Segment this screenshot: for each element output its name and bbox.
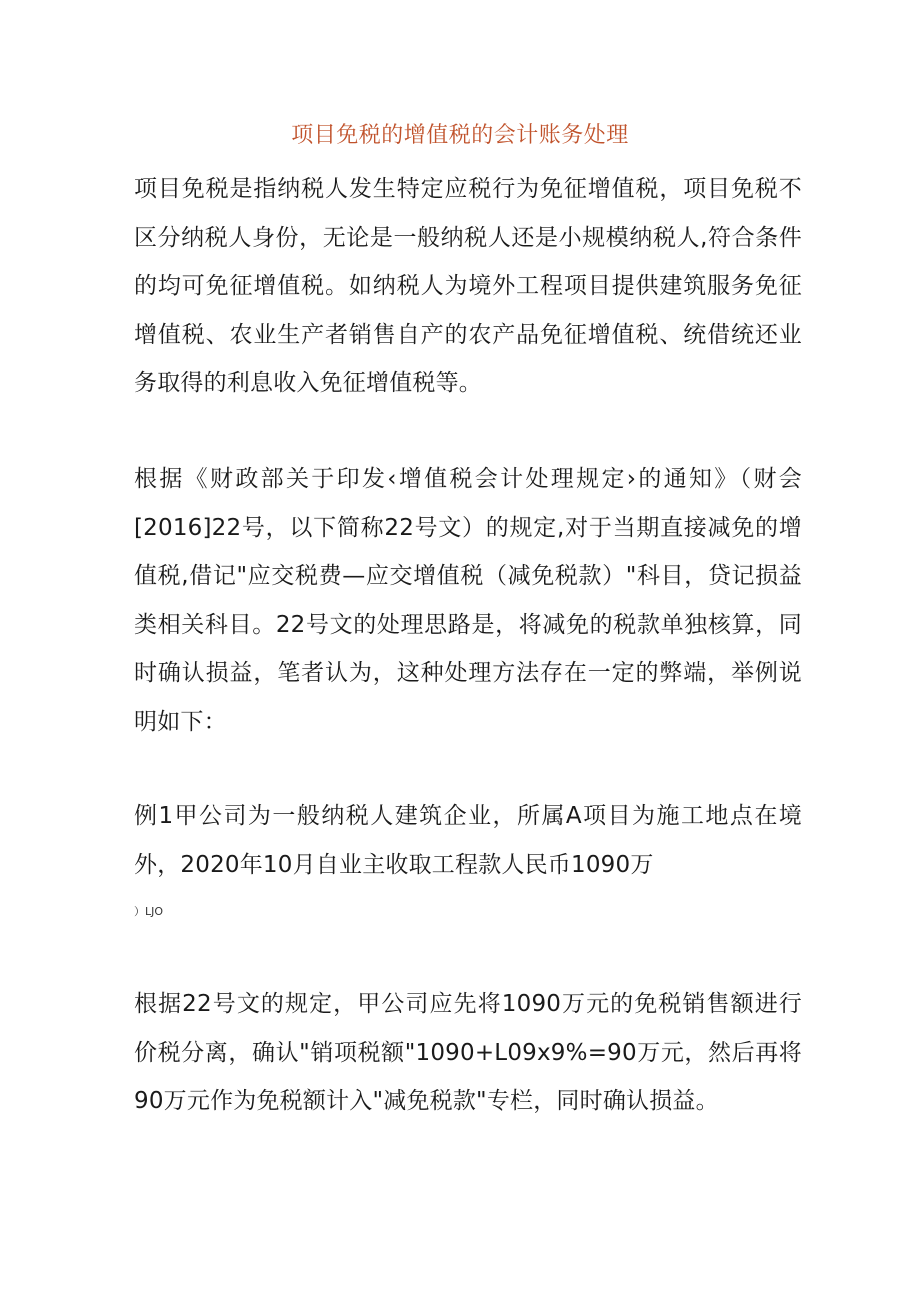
- document-title: 项目免税的增值税的会计账务处理: [291, 123, 629, 148]
- paragraph-regulation: 根据《财政部关于印发‹增值税会计处理规定›的通知》（财会[2016]22号，以下简称22号文）的规定,对于当期直接减免的增值税,借记"应交税费—应交增值税（减免税款）"科目，贷记损益类相关科目。22号文的处理思路是，将减免的税款单独核算，同时确认损益，笔者认为，这种处理方法存在一定的弊端，举例说明如下：: [134, 466, 802, 735]
- paragraph-example: 例1甲公司为一般纳税人建筑企业，所属A项目为施工地点在境外，2020年10月自业主收取工程款人民币1090万: [134, 803, 802, 878]
- paragraph-calculation: 根据22号文的规定，甲公司应先将1090万元的免税销售额进行价税分离，确认"销项税额"1090+L09x9%=90万元，然后再将90万元作为免税额计入"减免税款"专栏，同时确认损益。: [134, 991, 802, 1114]
- ocr-fragment-note: ）LJO: [134, 905, 164, 918]
- paragraph-definition: 项目免税是指纳税人发生特定应税行为免征增值税，项目免税不区分纳税人身份，无论是一般纳税人还是小规模纳税人,符合条件的均可免征增值税。如纳税人为境外工程项目提供建筑服务免征增值税、农业生产者销售自产的农产品免征增值税、统借统还业务取得的利息收入免征增值税等。: [134, 176, 802, 396]
